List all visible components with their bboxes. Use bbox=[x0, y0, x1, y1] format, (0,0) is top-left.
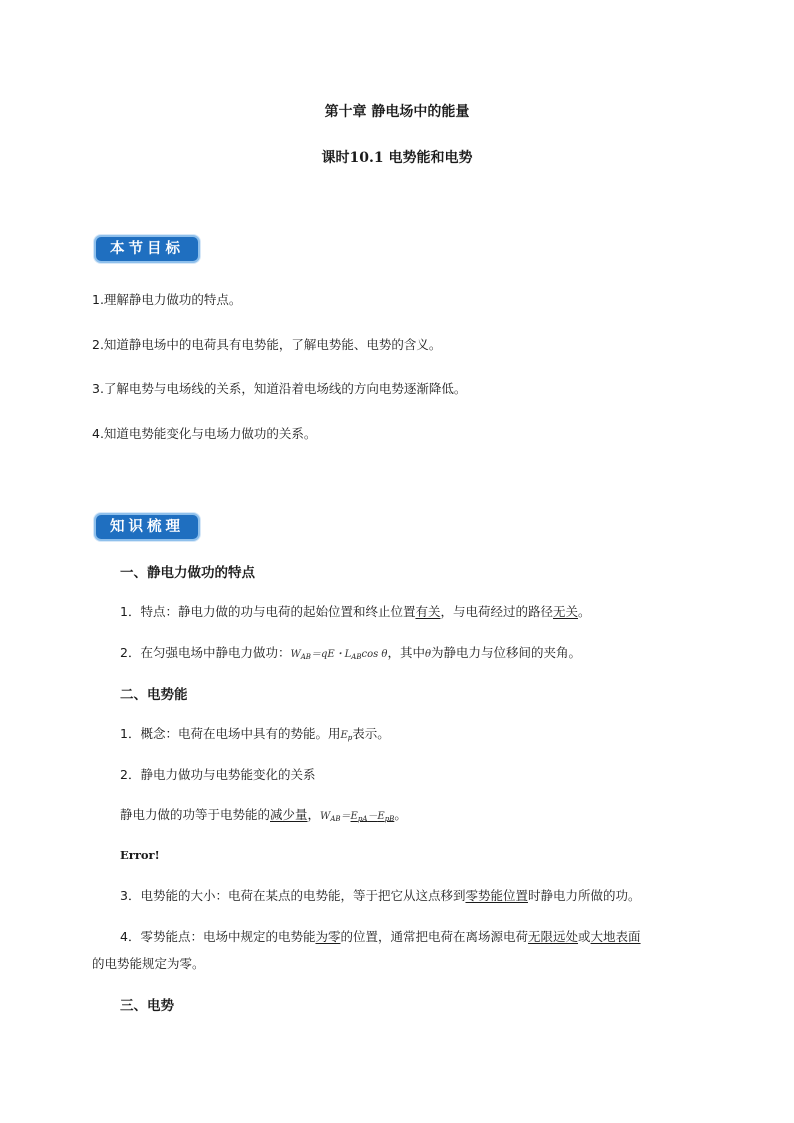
section2-paragraph-2: 2．静电力做功与电势能变化的关系 bbox=[120, 767, 316, 782]
formula-w: W bbox=[290, 649, 301, 660]
underlined-answer: 无关 bbox=[553, 604, 579, 619]
underlined-answer: 无限远处 bbox=[528, 929, 579, 944]
section2-paragraph-5: 4．零势能点：电场中规定的电势能为零的位置，通常把电荷在离场源电荷无限远处或大地表面 bbox=[120, 929, 641, 944]
section1-paragraph-1: 1．特点：静电力做的功与电荷的起始位置和终止位置有关，与电荷经过的路径无关。 bbox=[120, 604, 591, 619]
section2-paragraph-4: 3．电势能的大小：电荷在某点的电势能，等于把它从这点移到零势能位置时静电力所做的功。 bbox=[120, 888, 641, 903]
chapter-title: 第十章 静电场中的能量 bbox=[324, 104, 470, 120]
underlined-answer: 大地表面 bbox=[590, 929, 641, 944]
underlined-answer: 有关 bbox=[415, 604, 441, 619]
section3-heading: 三、电势 bbox=[120, 998, 174, 1014]
theta-symbol: θ bbox=[424, 649, 431, 660]
lesson-title: 课时10.1 电势能和电势 bbox=[321, 150, 473, 166]
section2-paragraph-5-line2: 的电势能规定为零。 bbox=[92, 956, 205, 971]
section1-heading: 一、静电力做功的特点 bbox=[120, 565, 255, 581]
underlined-answer: 零势能位置 bbox=[465, 888, 528, 903]
formula-body: ＝qE・L bbox=[310, 649, 352, 660]
goal-item-3: 3.了解电势与电场线的关系，知道沿着电场线的方向电势逐渐降低。 bbox=[92, 381, 467, 396]
underlined-answer: 减少量 bbox=[270, 807, 308, 822]
goal-item-2: 2.知道静电场中的电荷具有电势能，了解电势能、电势的含义。 bbox=[92, 337, 442, 352]
goals-badge: 本节目标 bbox=[94, 235, 200, 263]
formula-cos: cos θ bbox=[361, 649, 388, 660]
ep-symbol: E bbox=[340, 730, 348, 741]
knowledge-badge: 知识梳理 bbox=[94, 513, 200, 541]
underlined-answer: 为零 bbox=[315, 929, 341, 944]
section2-heading: 二、电势能 bbox=[120, 687, 188, 703]
error-text: Error! bbox=[120, 848, 160, 862]
section1-paragraph-2: 2．在匀强电场中静电力做功：$W_{AB}=qE$・$L_{AB}\cos$ θ，其中θ为静电力与位移间的夹角。 bbox=[120, 645, 582, 661]
goal-item-1: 1.理解静电力做功的特点。 bbox=[92, 292, 242, 307]
section2-paragraph-3: 静电力做的功等于电势能的减少量，$W_{AB}=E_{pA}-E_{pB}$。 bbox=[120, 807, 407, 823]
goal-item-4: 4.知道电势能变化与电场力做功的关系。 bbox=[92, 426, 317, 441]
section2-paragraph-1: 1．概念：电荷在电场中具有的势能。用$E_p$表示。 bbox=[120, 726, 390, 742]
